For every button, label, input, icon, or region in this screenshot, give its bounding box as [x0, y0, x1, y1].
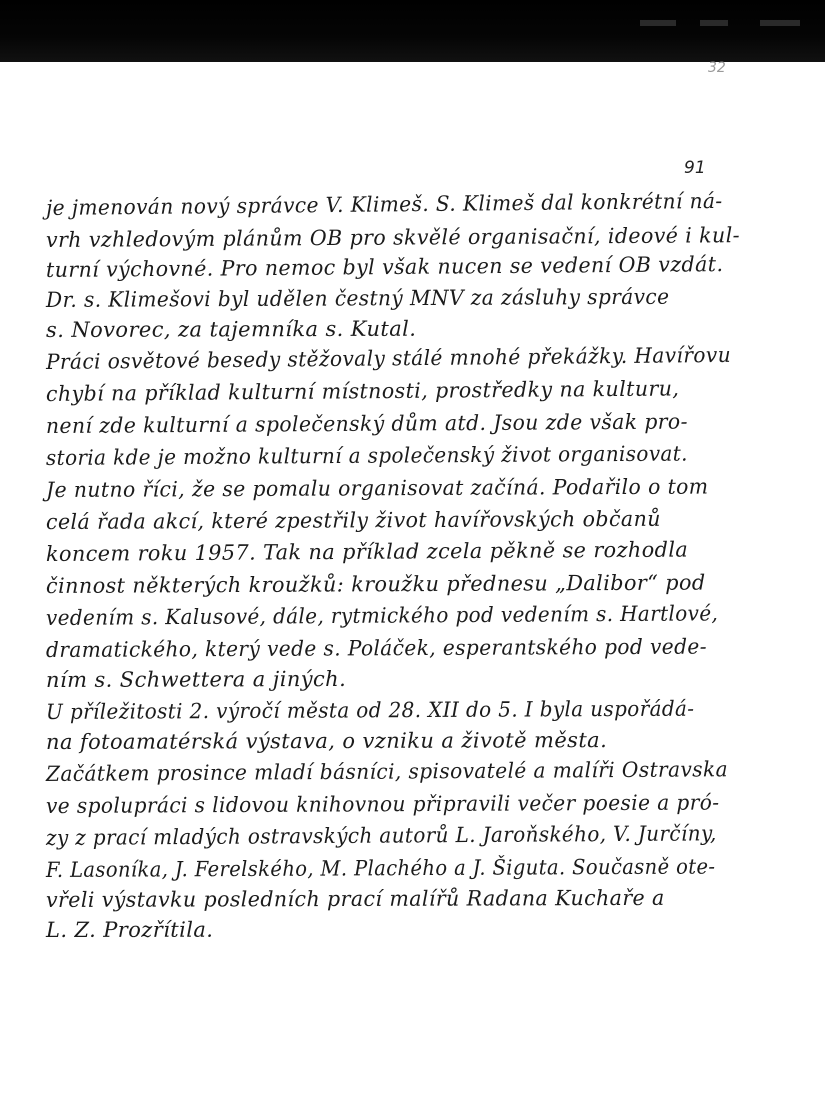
text-line: je jmenován nový správce V. Klimeš. S. Klimeš dal konkrétní ná- [45, 188, 723, 220]
page-number: 91 [684, 158, 706, 178]
text-line: Začátkem prosince mladí básníci, spisovatelé a malíři Ostravska [45, 757, 729, 786]
text-line: s. Novorec, za tajemníka s. Kutal. [45, 316, 417, 342]
text-line: není zde kulturní a společenský dům atd. Jsou zde však pro- [45, 409, 688, 438]
text-line: dramatického, který vede s. Poláček, esperantského pod vede- [45, 634, 707, 662]
text-line: zy z prací mladých ostravských autorů L. Jaroňského, V. Jurčíny, [45, 821, 717, 850]
text-line: Je nutno říci, že se pomalu organisovat začíná. Podařilo o tom [45, 474, 709, 502]
scan-speck [700, 20, 728, 26]
text-line: chybí na příklad kulturní místnosti, prostředky na kulturu, [45, 376, 680, 406]
scan-speck [640, 20, 676, 26]
text-line: vrh vzhledovým plánům OB pro skvělé organisační, ideové i kul- [45, 223, 741, 252]
text-line: vedením s. Kalusové, dále, rytmického pod vedením s. Hartlové, [45, 601, 719, 630]
text-line: Práci osvětové besedy stěžovaly stálé mnohé překážky. Havířovu [45, 342, 732, 374]
text-line: turní výchovné. Pro nemoc byl však nucen se vedení OB vzdát. [45, 252, 724, 282]
text-line: na fotoamatérská výstava, o vzniku a životě města. [45, 728, 608, 754]
text-line: koncem roku 1957. Tak na příklad zcela pěkně se rozhodla [45, 537, 689, 566]
text-line: ve spolupráci s lidovou knihovnou připravili večer poesie a pró- [45, 790, 720, 818]
scan-speck [760, 20, 800, 26]
text-line: činnost některých kroužků: kroužku přednesu „Dalibor“ pod [45, 570, 706, 598]
text-line: Dr. s. Klimešovi byl udělen čestný MNV za zásluhy správce [45, 284, 670, 312]
text-line: celá řada akcí, které zpestřily život havířovských občanů [45, 506, 661, 534]
text-line: L. Z. Prozřítila. [45, 917, 214, 942]
text-line: F. Lasoníka, J. Ferelského, M. Plachého a J. Šiguta. Současně ote- [45, 854, 716, 882]
archive-number: 32 [708, 60, 726, 76]
scan-black-border [0, 0, 825, 62]
text-line: vřeli výstavku posledních prací malířů Radana Kuchaře a [45, 885, 665, 912]
text-line: U příležitosti 2. výročí města od 28. XII do 5. I byla uspořádá- [45, 696, 695, 724]
text-line: storia kde je možno kulturní a společenský život organisovat. [45, 441, 688, 470]
text-line: ním s. Schwettera a jiných. [45, 666, 347, 692]
